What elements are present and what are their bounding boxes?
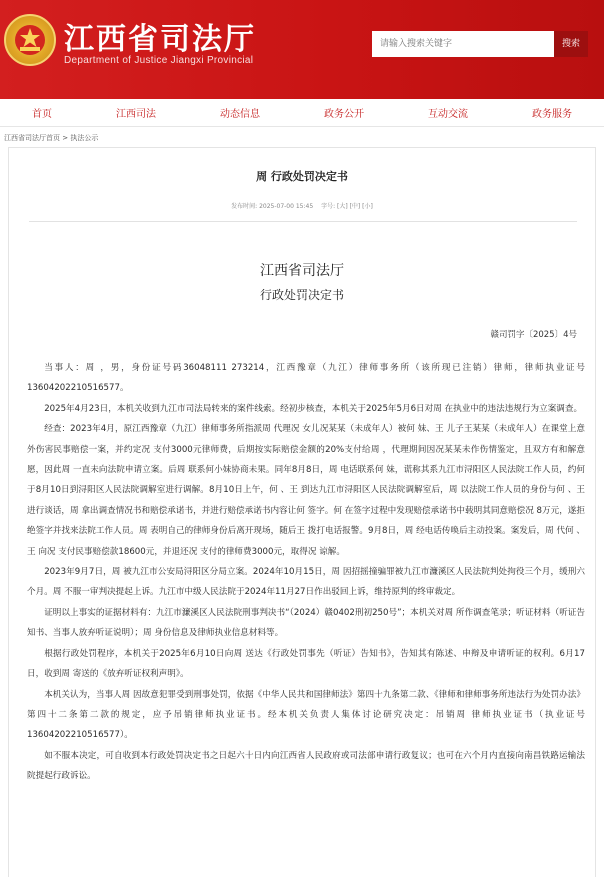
paragraph-party: 当事人：周 ，男，身份证号码36048111 273214，江西豫章（九江）律师事务所（该所现已注销）律师，律师执业证号13604202210516577。 <box>27 363 585 394</box>
paragraph-appeal: 如不服本决定，可自收到本行政处罚决定书之日起六十日内向江西省人民政府或司法部申请行政复议；也可在六个月内直接向南昌铁路运输法院提起行政诉讼。 <box>27 750 585 782</box>
document-org: 江西省司法厅 <box>260 263 344 279</box>
paragraph-evidence: 证明以上事实的证据材料有：九江市濂溪区人民法院刑事判决书“（2024）赣0402刑初250号”；本机关对周 所作调查笔录；听证材料（听证告知书、当事人放弃听证说明）；周 身份信息及律师执业信息材料等。 <box>27 607 585 639</box>
nav-item-interaction[interactable]: 互动交流 <box>428 109 468 120</box>
article-title: 周 行政处罚决定书 <box>256 170 348 183</box>
site-title[interactable]: 江西省司法厅 <box>64 22 256 57</box>
publish-time: 发布时间: 2025-07-00 15:45 <box>231 203 314 210</box>
document-kind: 行政处罚决定书 <box>259 288 344 302</box>
font-size-control[interactable]: 字号: [大] [中] [小] <box>321 203 373 210</box>
paragraph-filing: 2025年4月23日，本机关收到九江市司法局转来的案件线索。经初步核查，本机关于2025年5月6日对周 在执业中的违法违规行为立案调查。 <box>44 403 583 414</box>
site-subtitle: Department of Justice Jiangxi Provincial <box>64 55 254 66</box>
paragraph-criminal: 2023年9月7日，周 被九江市公安局浔阳区分局立案。2024年10月15日，周 因招摇撞骗罪被九江市濂溪区人民法院判处拘役三个月，缓刑六个月。周 不服一审判决提起上诉。九江市中级人民法院于2024年11月27日作出驳回上诉，维持原判的终审裁定。 <box>27 567 585 598</box>
nav-item-news[interactable]: 动态信息 <box>220 109 260 120</box>
nav-item-government-affairs[interactable]: 政务公开 <box>324 109 364 120</box>
nav-item-home[interactable]: 首页 <box>32 109 52 120</box>
search-button[interactable]: 搜索 <box>554 31 588 57</box>
article-card <box>8 147 596 877</box>
document-body <box>27 358 585 787</box>
article-meta <box>9 201 595 210</box>
paragraph-procedure: 根据行政处罚程序，本机关于2025年6月10日向周 送达《行政处罚事先（听证）告知书》，告知其有陈述、申辩及申请听证的权利。6月17日，收到周 寄送的《放弃听证权利声明》。 <box>27 648 585 680</box>
breadcrumb[interactable]: 江西省司法厅首页 > 执法公示 <box>4 134 99 142</box>
nav-item-services[interactable]: 政务服务 <box>532 109 572 120</box>
site-header <box>0 0 604 99</box>
paragraph-facts: 经查：2023年4月，原江西豫章（九江）律师事务所指派周 代理况 女儿况某某（未成年人）被何 妹、王 儿子王某某（未成年人）在课堂上意外伤害民事赔偿一案，并约定况 支付3000元律师费，后期按实际赔偿金额的20%支付给周 ，代理期间因况某某未作伤情鉴定，且双方有和解意愿，因此周 一直未向法院申请立案。后周 联系何小妹协商未果。同年8月8日，周 电话联系何 妹，谎称其系九江市浔阳区人民法院工作人员，约何 于8月10日到浔阳区人民法院调解室进行调解。8月10日上午，何 、王 到达九江市浔阳区人民法院调解室后，周 以法院工作人员的身份与何 、王 进行谈话，周 拿出调查情况书和赔偿承诺书，并进行赔偿承诺书内容让何 签字。何 在签字过程中发现赔偿承诺书中载明其同意赔偿况 8万元，遂拒绝签字并找来法院工作人员。周 表明自己的律师身份后离开现场，随后王 拨打电话报警。9月8日，周 经电话传唤后主动投案。案发后，周 代何 、王 向况 支付民事赔偿款18600元，并退还况 支付的律师费3000元，取得况 谅解。 <box>27 424 585 557</box>
divider <box>29 221 577 222</box>
search-input[interactable] <box>372 31 554 57</box>
document-number: 赣司罚字〔2025〕4号 <box>490 330 577 340</box>
main-nav <box>0 99 604 127</box>
nav-item-jiangxi-justice[interactable]: 江西司法 <box>116 109 156 120</box>
national-emblem-icon <box>4 14 56 66</box>
paragraph-decision: 本机关认为，当事人周 因故意犯罪受到刑事处罚，依据《中华人民共和国律师法》第四十九条第二款、《律师和律师事务所违法行为处罚办法》第四十二条第二款的规定，应予吊销律师执业证书。经本机关负责人集体讨论研究决定：吊销周 律师执业证书（执业证号13604202210516577）。 <box>27 689 585 741</box>
